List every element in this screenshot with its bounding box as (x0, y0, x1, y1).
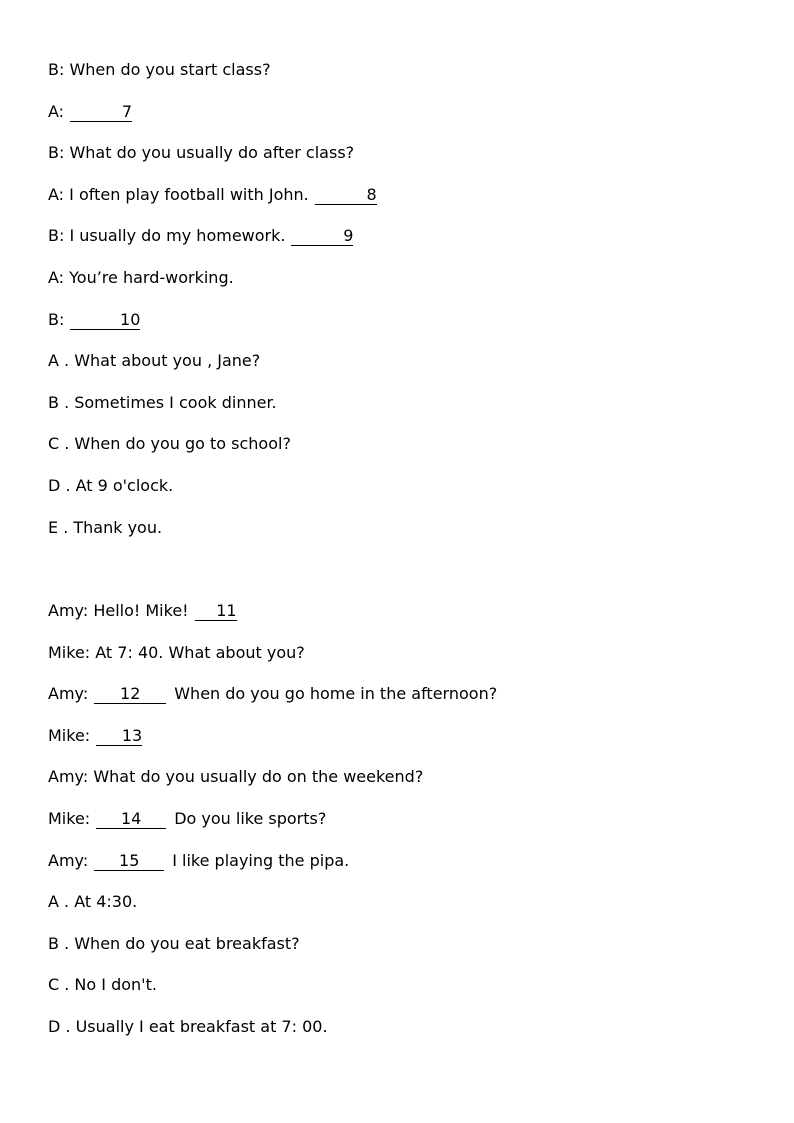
answer-blank-12[interactable]: 12 (94, 685, 166, 704)
speaker-label: A: (48, 101, 65, 121)
dialogue-line: Mike: At 7: 40. What about you? (48, 642, 305, 662)
dialogue-1 (48, 58, 754, 557)
dialogue-line-with-blank (48, 724, 754, 766)
speaker-label: Mike: (48, 725, 91, 745)
dialogue-text: A: I often play football with John. (48, 184, 309, 204)
answer-blank-7[interactable]: 7 (70, 103, 132, 122)
dialogue-line-with-blank (48, 100, 754, 142)
option-item: A . At 4:30. (48, 892, 138, 912)
option-item: B . Sometimes I cook dinner. (48, 392, 277, 412)
dialogue-line-with-blank (48, 183, 754, 225)
speaker-label: Mike: (48, 808, 91, 828)
speaker-label: Amy: (48, 850, 89, 870)
dialogue-line-with-blank (48, 308, 754, 350)
option-item: C . No I don't. (48, 975, 157, 995)
dialogue-text: Amy: Hello! Mike! (48, 601, 189, 620)
dialogue-text: Do you like sports? (174, 808, 327, 828)
dialogue-line-with-blank (48, 224, 754, 266)
dialogue-line-with-blank (48, 682, 754, 724)
option-item: D . At 9 o'clock. (48, 475, 174, 495)
option-item: B . When do you eat breakfast? (48, 933, 300, 953)
dialogue-line: Amy: What do you usually do on the weekend? (48, 767, 424, 787)
dialogue-line: B: When do you start class? (48, 60, 271, 79)
dialogue-text: B: I usually do my homework. (48, 226, 286, 246)
answer-blank-15[interactable]: 15 (94, 852, 164, 871)
speaker-label: B: (48, 309, 65, 329)
dialogue-line: B: What do you usually do after class? (48, 143, 355, 163)
option-item: D . Usually I eat breakfast at 7: 00. (48, 1016, 328, 1036)
option-item: A . What about you , Jane? (48, 351, 261, 371)
answer-blank-11[interactable]: 11 (195, 602, 237, 621)
answer-blank-8[interactable]: 8 (315, 186, 377, 205)
option-item: C . When do you go to school? (48, 434, 291, 454)
answer-blank-9[interactable]: 9 (291, 227, 353, 246)
answer-blank-14[interactable]: 14 (96, 810, 166, 829)
speaker-label: Amy: (48, 684, 89, 704)
dialogue-2 (48, 599, 754, 1057)
dialogue-text: When do you go home in the afternoon? (174, 684, 498, 704)
dialogue-text: I like playing the pipa. (172, 850, 350, 870)
option-item: E . Thank you. (48, 517, 163, 537)
answer-blank-13[interactable]: 13 (96, 727, 142, 746)
dialogue-line: A: You’re hard-working. (48, 267, 234, 287)
answer-blank-10[interactable]: 10 (70, 311, 140, 330)
dialogue-line-with-blank (48, 849, 754, 891)
dialogue-line-with-blank (48, 599, 754, 641)
dialogue-line-with-blank (48, 807, 754, 849)
